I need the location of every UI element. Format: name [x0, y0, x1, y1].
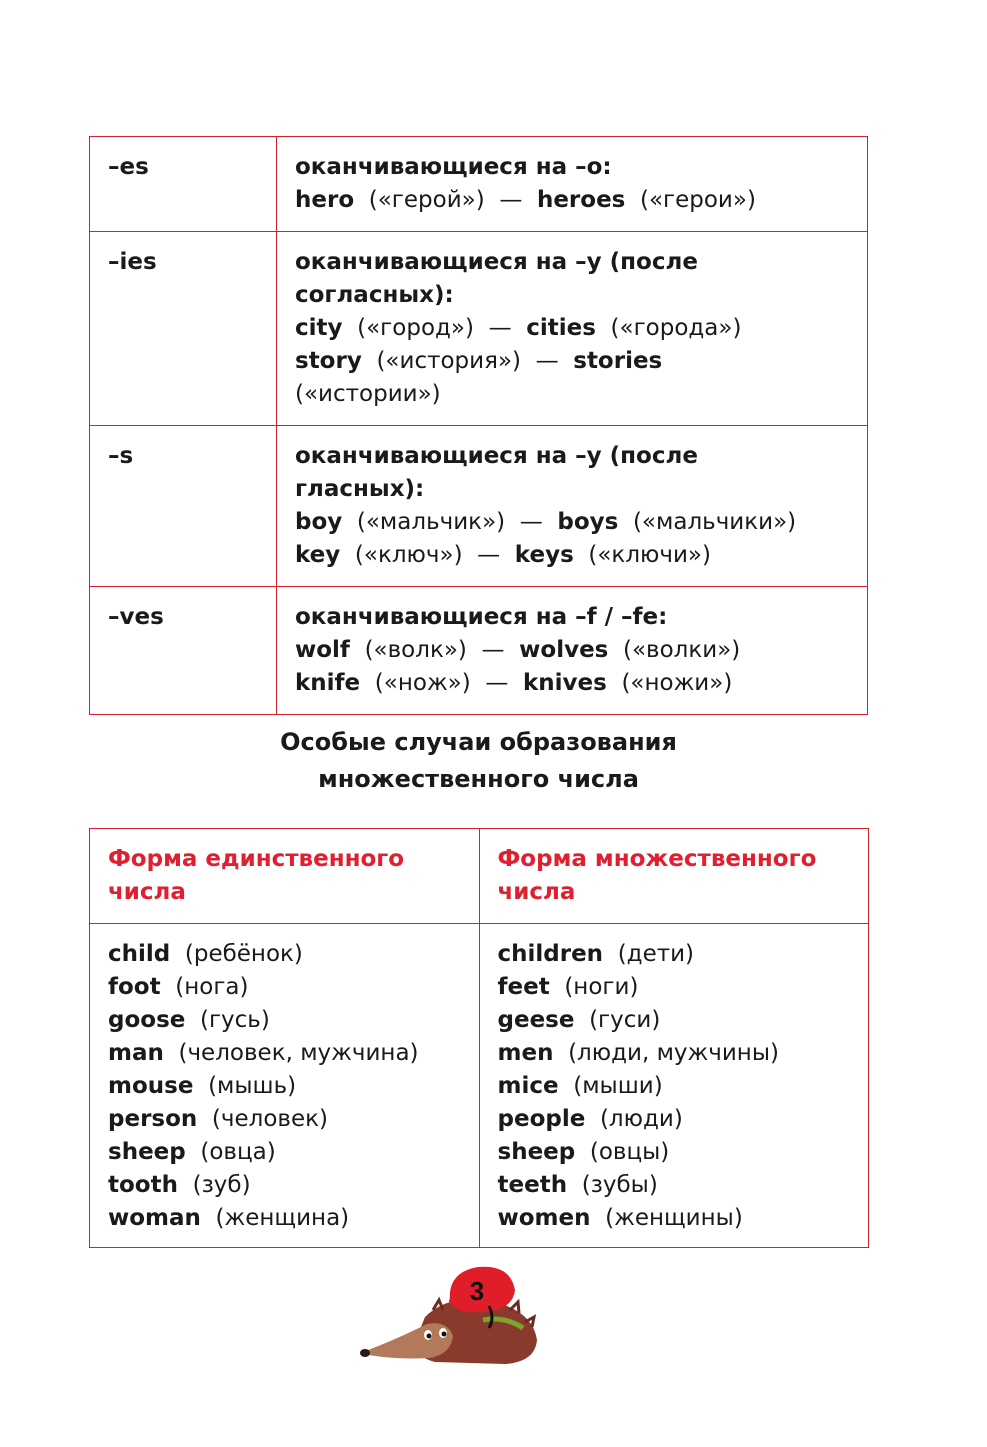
table-row — [90, 924, 869, 1248]
example-line: knife («нож») — knives («ножи») — [295, 670, 733, 696]
section-heading: Особые случаи образования множественного числа — [280, 728, 677, 793]
table-row — [90, 232, 868, 426]
table-header-row — [90, 829, 869, 924]
list-item: tooth (зуб) — [108, 1172, 251, 1198]
list-item: children (дети) — [497, 941, 695, 967]
rule-text: гласных): — [295, 476, 425, 502]
rule-text: согласных): — [295, 282, 454, 308]
suffix-cell: –es — [90, 137, 277, 232]
list-item: goose (гусь) — [108, 1007, 270, 1033]
example-line: wolf («волк») — wolves («волки») — [295, 637, 741, 663]
hedgehog-snout — [363, 1323, 453, 1358]
rule-cell — [277, 426, 868, 587]
suffix-cell: –ies — [90, 232, 277, 426]
list-item: women (женщины) — [497, 1205, 743, 1231]
page-number: 3 — [469, 1276, 485, 1306]
table-row — [90, 426, 868, 587]
list-item: feet (ноги) — [497, 974, 639, 1000]
special-cases-table — [89, 828, 869, 1248]
list-item: teeth (зубы) — [497, 1172, 658, 1198]
list-item: man (человек, мужчина) — [108, 1040, 419, 1066]
table-row — [90, 587, 868, 715]
list-item: sheep (овца) — [108, 1139, 276, 1165]
example-line: key («ключ») — keys («ключи») — [295, 542, 711, 568]
endings-table — [89, 136, 868, 715]
list-item: mouse (мышь) — [108, 1073, 297, 1099]
rule-cell — [277, 232, 868, 426]
rule-text: оканчивающиеся на –y (после — [295, 443, 698, 469]
list-item: mice (мыши) — [497, 1073, 663, 1099]
rule-text: оканчивающиеся на –f / –fe: — [295, 604, 668, 630]
list-item: men (люди, мужчины) — [497, 1040, 779, 1066]
nose — [360, 1349, 370, 1357]
suffix-cell: –s — [90, 426, 277, 587]
hedgehog-mascot-icon — [355, 1262, 545, 1377]
list-item: people (люди) — [497, 1106, 683, 1132]
list-item: child (ребёнок) — [108, 941, 303, 967]
list-item: person (человек) — [108, 1106, 328, 1132]
example-line: story («история») — stories — [295, 348, 663, 374]
suffix-cell: –ves — [90, 587, 277, 715]
example-line: («истории») — [295, 381, 441, 407]
list-item: geese (гуси) — [497, 1007, 661, 1033]
example-line: city («город») — cities («города») — [295, 315, 742, 341]
header-plural: Форма множественного числа — [479, 829, 869, 924]
list-item: woman (женщина) — [108, 1205, 350, 1231]
rule-text: оканчивающиеся на –y (после — [295, 249, 698, 275]
header-singular: Форма единственного числа — [90, 829, 480, 924]
rule-cell — [277, 587, 868, 715]
list-item: sheep (овцы) — [497, 1139, 670, 1165]
plural-list — [479, 924, 869, 1248]
table-row — [90, 137, 868, 232]
rule-cell — [277, 137, 868, 232]
rule-text: оканчивающиеся на –o: — [295, 154, 612, 180]
example-line: hero («герой») — heroes («герои») — [295, 187, 756, 213]
example-line: boy («мальчик») — boys («мальчики») — [295, 509, 797, 535]
list-item: foot (нога) — [108, 974, 249, 1000]
singular-list — [90, 924, 480, 1248]
